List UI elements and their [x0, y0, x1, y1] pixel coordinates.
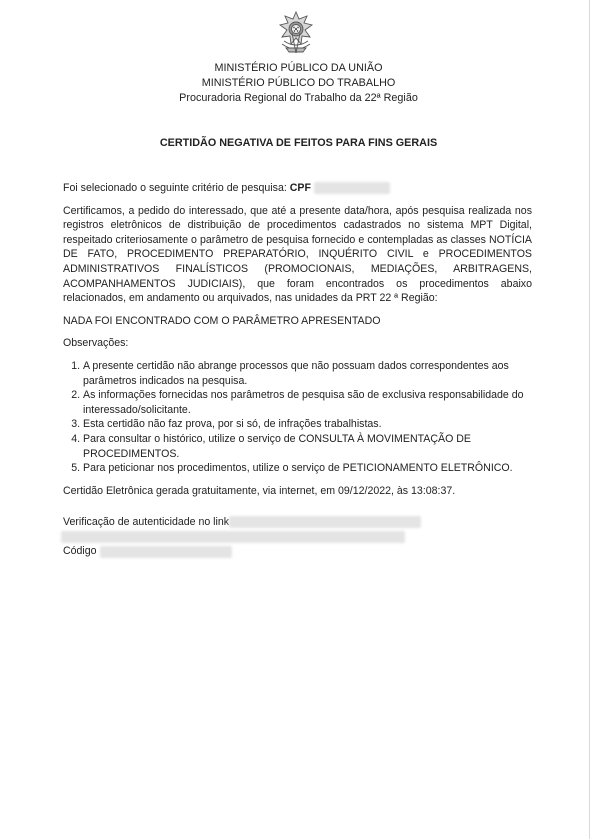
search-criteria [63, 181, 532, 196]
generated-timestamp: Certidão Eletrônica gerada gratuitamente, via internet, em 09/12/2022, às 13:08:37. [63, 484, 456, 497]
verification-line [63, 515, 532, 530]
observation-item: 2. As informações fornecidas nos parâmetros de pesquisa são de exclusiva responsabilidade do interessado/solicitante. [83, 388, 532, 417]
document-body [63, 181, 532, 559]
verification-link-continued [61, 530, 532, 545]
redacted-link[interactable] [229, 516, 421, 528]
header-line-1: MINISTÉRIO PÚBLICO DA UNIÃO [214, 62, 383, 74]
redacted-link-continued[interactable] [61, 531, 405, 543]
observations-label: Observações: [63, 337, 129, 350]
header-line-3: Procuradoria Regional do Trabalho da 22ª Região [179, 92, 418, 104]
redacted-code [100, 546, 232, 558]
verification-label: Verificação de autenticidade no link [63, 516, 230, 529]
certification-paragraph: Certificamos, a pedido do interessado, que até a presente data/hora, após pesquisa realizada nos registros eletrônicos de distribuição de procedimentos cadastrados no sistema MPT Digital, respeitado criteriosamente o parâmetro de pesquisa fornecido e contempladas as classes NOTÍCIA DE FATO, PROCEDIMENTO PREPARATÓRIO, INQUÉRITO CIVIL e PROCEDIMENTOS ADMINISTRATIVOS FINALÍSTICOS (PROMOCIONAIS, MEDIAÇÕES, ARBITRAGENS, ACOMPANHAMENTOS JUDICIAIS), que foram encontrados os procedimentos abaixo relacionados, em andamento ou arquivados, nas unidades da PRT 22 ª Região: [63, 204, 532, 305]
code-label: Código [63, 545, 97, 558]
institution-header [0, 61, 590, 106]
observation-item: 4. Para consultar o histórico, utilize o serviço de CONSULTA À MOVIMENTAÇÃO DE PROCEDIMENTOS. [83, 432, 532, 461]
document-title: CERTIDÃO NEGATIVA DE FEITOS PARA FINS GERAIS [159, 137, 438, 149]
observation-item: 5. Para peticionar nos procedimentos, utilize o serviço de PETICIONAMENTO ELETRÔNICO. [83, 461, 532, 476]
redacted-cpf [314, 182, 390, 194]
search-result: NADA FOI ENCONTRADO COM O PARÂMETRO APRESENTADO [63, 314, 381, 327]
observation-item: 1. A presente certidão não abrange processos que não possuam dados correspondentes aos parâmetros indicados na pesquisa. [83, 359, 532, 388]
code-line [63, 544, 532, 559]
criteria-label: CPF [289, 182, 311, 194]
coat-of-arms-icon [276, 11, 316, 56]
observations-list [63, 359, 532, 476]
observation-item: 3. Esta certidão não faz prova, por si só, de infrações trabalhistas. [83, 417, 532, 432]
criteria-prefix: Foi selecionado o seguinte critério de pesquisa: [63, 182, 287, 194]
header-line-2: MINISTÉRIO PÚBLICO DO TRABALHO [201, 77, 396, 89]
